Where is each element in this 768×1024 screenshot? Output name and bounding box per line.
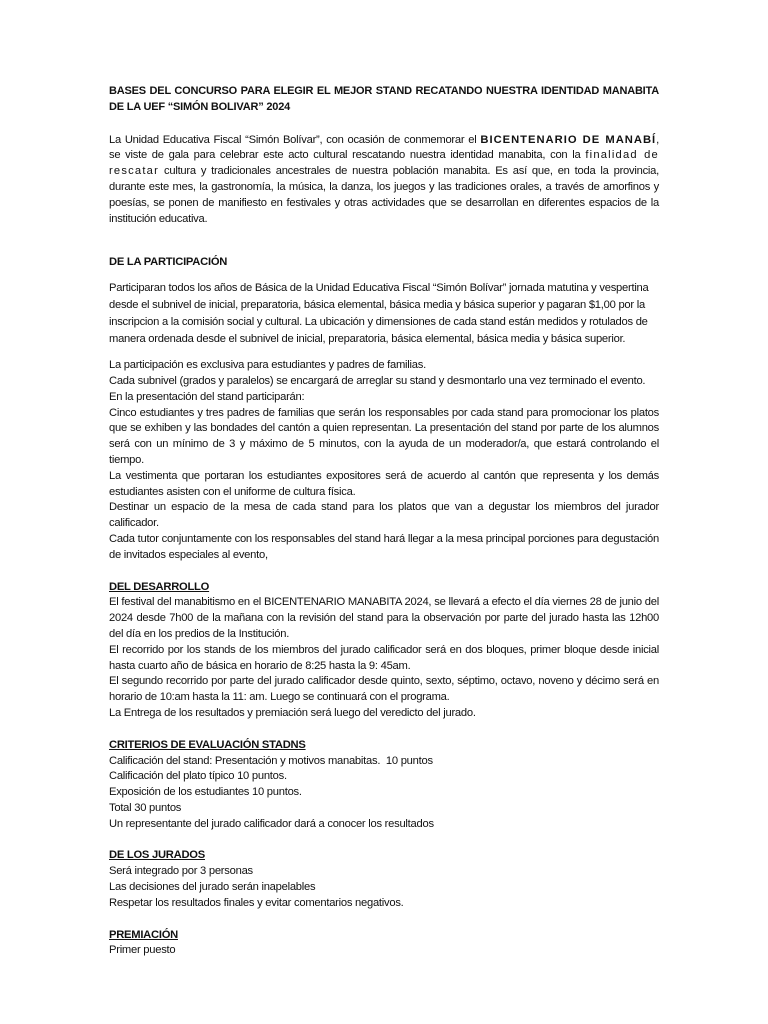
intro-spaced-text: finalidad de rescatar [109, 149, 659, 178]
intro-text-3: cultura y tradicionales ancestrales de nuestra población manabita. Es así que, en toda la provincia, durante este mes, la gastronomía, la música, la danza, los juegos y las tradiciones orales, a través de amorfinos y poesías, se ponen de manifiesto en festivales y otras actividades que se desarrollan en diferentes espacios de la institución educativa. [109, 165, 659, 225]
intro-text-1: La Unidad Educativa Fiscal “Simón Bolívar”, con ocasión de conmemorar el [109, 133, 481, 146]
heading-jurados: DE LOS JURADOS [109, 849, 205, 862]
heading-desarrollo: DEL DESARROLLO [109, 580, 210, 593]
desarrollo-line: El segundo recorrido por parte del jurado calificador desde quinto, sexto, séptimo, octavo, noveno y décimo será en horario de 10:am hasta la 11: am. Luego se continuará con el programa. [109, 675, 659, 704]
participacion-line: En la presentación del stand participarán: [109, 390, 305, 403]
participacion-line: Cinco estudiantes y tres padres de familias que serán los responsables por cada stand para promocionar los platos que se exhiben y las bondades del cantón a quien representan. La presentación del stand por parte de los alumnos será con un mínimo de 3 y máximo de 5 minutos, con la ayuda de un moderador/a, que estará controlando el tiempo. [109, 406, 659, 466]
participacion-line: Destinar un espacio de la mesa de cada stand para los platos que van a degustar los miembros del jurador calificador. [109, 501, 659, 530]
criterios-line: Un representante del jurado calificador dará a conocer los resultados [109, 817, 434, 830]
participacion-line: Cada subnivel (grados y paralelos) se encargará de arreglar su stand y desmontarlo una vez terminado el evento. [109, 374, 646, 387]
heading-participacion: DE LA PARTICIPACIÓN [109, 256, 228, 269]
participacion-line: Cada tutor conjuntamente con los responsables del stand hará llegar a la mesa principal porciones para degustación de invitados especiales al evento, [109, 532, 659, 561]
participacion-paragraph: Participaran todos los años de Básica de la Unidad Educativa Fiscal “Simón Bolívar” jornada matutina y vespertina desde el subnivel de inicial, preparatoria, básica elemental, básica media y básica superior y pagaran $1,00 por la inscripcion a la comisión social y cultural. La ubicación y dimensiones de cada stand están medidos y rotulados de manera ordenada desde el subnivel de inicial, preparatoria, básica elemental, básica media y básica superior. [109, 282, 649, 346]
jurados-line: Será integrado por 3 personas [109, 865, 253, 878]
participacion-line: La participación es exclusiva para estudiantes y padres de familias. [109, 359, 426, 372]
jurados-line: Las decisiones del jurado serán inapelables [109, 881, 316, 894]
desarrollo-line: El festival del manabitismo en el BICENTENARIO MANABITA 2024, se llevará a efecto el día viernes 28 de junio del 2024 desde 7h00 de la mañana con la revisión del stand para la observación por parte del jurado hasta las 12h00 del día en los predios de la Institución. [109, 596, 659, 640]
desarrollo-line: La Entrega de los resultados y premiación será luego del veredicto del jurado. [109, 706, 476, 719]
premiacion-line: Primer puesto [109, 944, 176, 957]
intro-text-2: , se viste de gala para celebrar este acto cultural rescatando nuestra identidad manabita, con la [109, 133, 659, 162]
criterios-line: Exposición de los estudiantes 10 puntos. [109, 786, 302, 799]
intro-paragraph [109, 133, 659, 228]
desarrollo-line: El recorrido por los stands de los miembros del jurado calificador será en dos bloques, primer bloque desde inicial hasta cuarto año de básica en horario de 8:25 hasta la 9: 45am. [109, 643, 659, 672]
criterios-line: Calificación del plato típico 10 puntos. [109, 770, 287, 783]
criterios-line: Total 30 puntos [109, 801, 182, 814]
heading-premiacion: PREMIACIÓN [109, 928, 178, 941]
document-body [109, 84, 659, 959]
document-title: BASES DEL CONCURSO PARA ELEGIR EL MEJOR STAND RECATANDO NUESTRA IDENTIDAD MANABITA DE LA UEF “SIMÓN BOLIVAR” 2024 [109, 85, 659, 113]
jurados-line: Respetar los resultados finales y evitar comentarios negativos. [109, 896, 404, 909]
participacion-line: La vestimenta que portaran los estudiantes expositores será de acuerdo al cantón que representa y los demás estudiantes asisten con el uniforme de cultura física. [109, 469, 659, 498]
intro-bold-text: BICENTENARIO DE MANABÍ [480, 133, 657, 146]
heading-criterios: CRITERIOS DE EVALUACIÓN STADNS [109, 738, 306, 751]
criterios-line: Calificación del stand: Presentación y motivos manabitas. 10 puntos [109, 754, 433, 767]
